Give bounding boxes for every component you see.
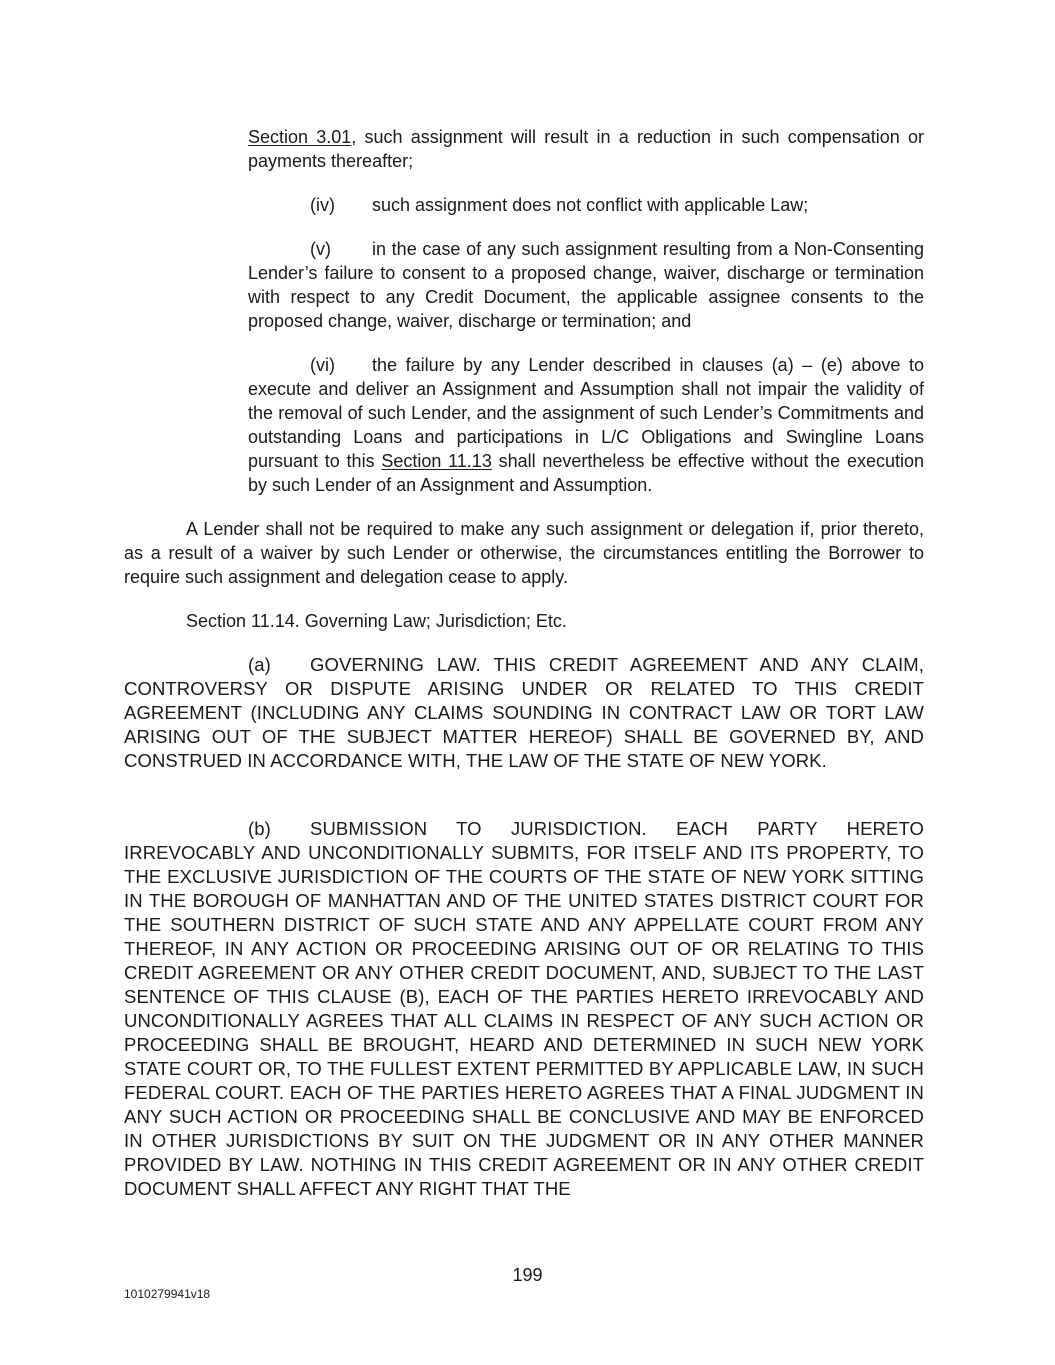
clause-vi-text-after: shall nevertheless be effective without the execution by such Lender of an Assignment and Assumption. [248, 451, 924, 495]
clause-iv [248, 193, 924, 217]
para-b-number: (b) [248, 818, 271, 839]
clause-iv-text: such assignment does not conflict with applicable Law; [372, 195, 809, 215]
lender-paragraph-text: A Lender shall not be required to make any such assignment or delegation if, prior thereto, as a result of a waiver by such Lender or otherwise, the circumstances entitling the Borrower to require such assignment and delegation cease to apply. [124, 519, 924, 587]
document-id: 1010279941v18 [124, 1287, 211, 1301]
clause-vi-text-before: the failure by any Lender described in clauses (a) – (e) above to execute and deliver an Assignment and Assumption shall not impair the validity of the removal of such Lender, and the assignment of such Lender’s Commitments and outstanding Loans and participations in L/C Obligations and Swingline Loans pursuant to this [248, 355, 924, 471]
para-a-text: GOVERNING LAW. THIS CREDIT AGREEMENT AND ANY CLAIM, CONTROVERSY OR DISPUTE ARISING UNDER OR RELATED TO THIS CREDIT AGREEMENT (INCLUDING ANY CLAIMS SOUNDING IN CONTRACT LAW OR TORT LAW ARISING OUT OF THE SUBJECT MATTER HEREOF) SHALL BE GOVERNED BY, AND CONSTRUED IN ACCORDANCE WITH, THE LAW OF THE STATE OF NEW YORK. [124, 654, 924, 771]
clause-v [248, 237, 924, 333]
clause-vi [248, 353, 924, 497]
governing-law-paragraph [124, 653, 924, 773]
clause-v-number: (v) [310, 239, 331, 259]
carryover-paragraph [248, 125, 924, 173]
page-number: 199 [512, 1265, 543, 1285]
section-11-14-title: Section 11.14. Governing Law; Jurisdiction; Etc. [186, 611, 567, 631]
section-3-01-link: Section 3.01 [248, 127, 352, 147]
para-b-text: SUBMISSION TO JURISDICTION. EACH PARTY HERETO IRREVOCABLY AND UNCONDITIONALLY SUBMITS, FOR ITSELF AND ITS PROPERTY, TO THE EXCLUSIVE JURISDICTION OF THE COURTS OF THE STATE OF NEW YORK SITTING IN THE BOROUGH OF MANHATTAN AND OF THE UNITED STATES DISTRICT COURT FOR THE SOUTHERN DISTRICT OF SUCH STATE AND ANY APPELLATE COURT FROM ANY THEREOF, IN ANY ACTION OR PROCEEDING ARISING OUT OF OR RELATING TO THIS CREDIT AGREEMENT OR ANY OTHER CREDIT DOCUMENT, AND, SUBJECT TO THE LAST SENTENCE OF THIS CLAUSE (B), EACH OF THE PARTIES HERETO IRREVOCABLY AND UNCONDITIONALLY AGREES THAT ALL CLAIMS IN RESPECT OF ANY SUCH ACTION OR PROCEEDING SHALL BE BROUGHT, HEARD AND DETERMINED IN SUCH NEW YORK STATE COURT OR, TO THE FULLEST EXTENT PERMITTED BY APPLICABLE LAW, IN SUCH FEDERAL COURT. EACH OF THE PARTIES HERETO AGREES THAT A FINAL JUDGMENT IN ANY SUCH ACTION OR PROCEEDING SHALL BE CONCLUSIVE AND MAY BE ENFORCED IN OTHER JURISDICTIONS BY SUIT ON THE JUDGMENT OR IN ANY OTHER MANNER PROVIDED BY LAW. NOTHING IN THIS CREDIT AGREEMENT OR IN ANY OTHER CREDIT DOCUMENT SHALL AFFECT ANY RIGHT THAT THE [124, 818, 924, 1199]
clause-vi-number: (vi) [310, 355, 335, 375]
para-a-number: (a) [248, 654, 271, 675]
carryover-text: , such assignment will result in a reduction in such compensation or payments thereafter; [248, 127, 924, 171]
section-11-13-link: Section 11.13 [381, 451, 492, 471]
clause-iv-number: (iv) [310, 195, 335, 215]
jurisdiction-paragraph [124, 817, 924, 1201]
lender-paragraph [124, 517, 924, 589]
clause-v-text: in the case of any such assignment resulting from a Non-Consenting Lender’s failure to consent to a proposed change, waiver, discharge or termination with respect to any Credit Document, the applicable assignee consents to the proposed change, waiver, discharge or termination; and [248, 239, 924, 331]
section-heading [124, 609, 924, 633]
